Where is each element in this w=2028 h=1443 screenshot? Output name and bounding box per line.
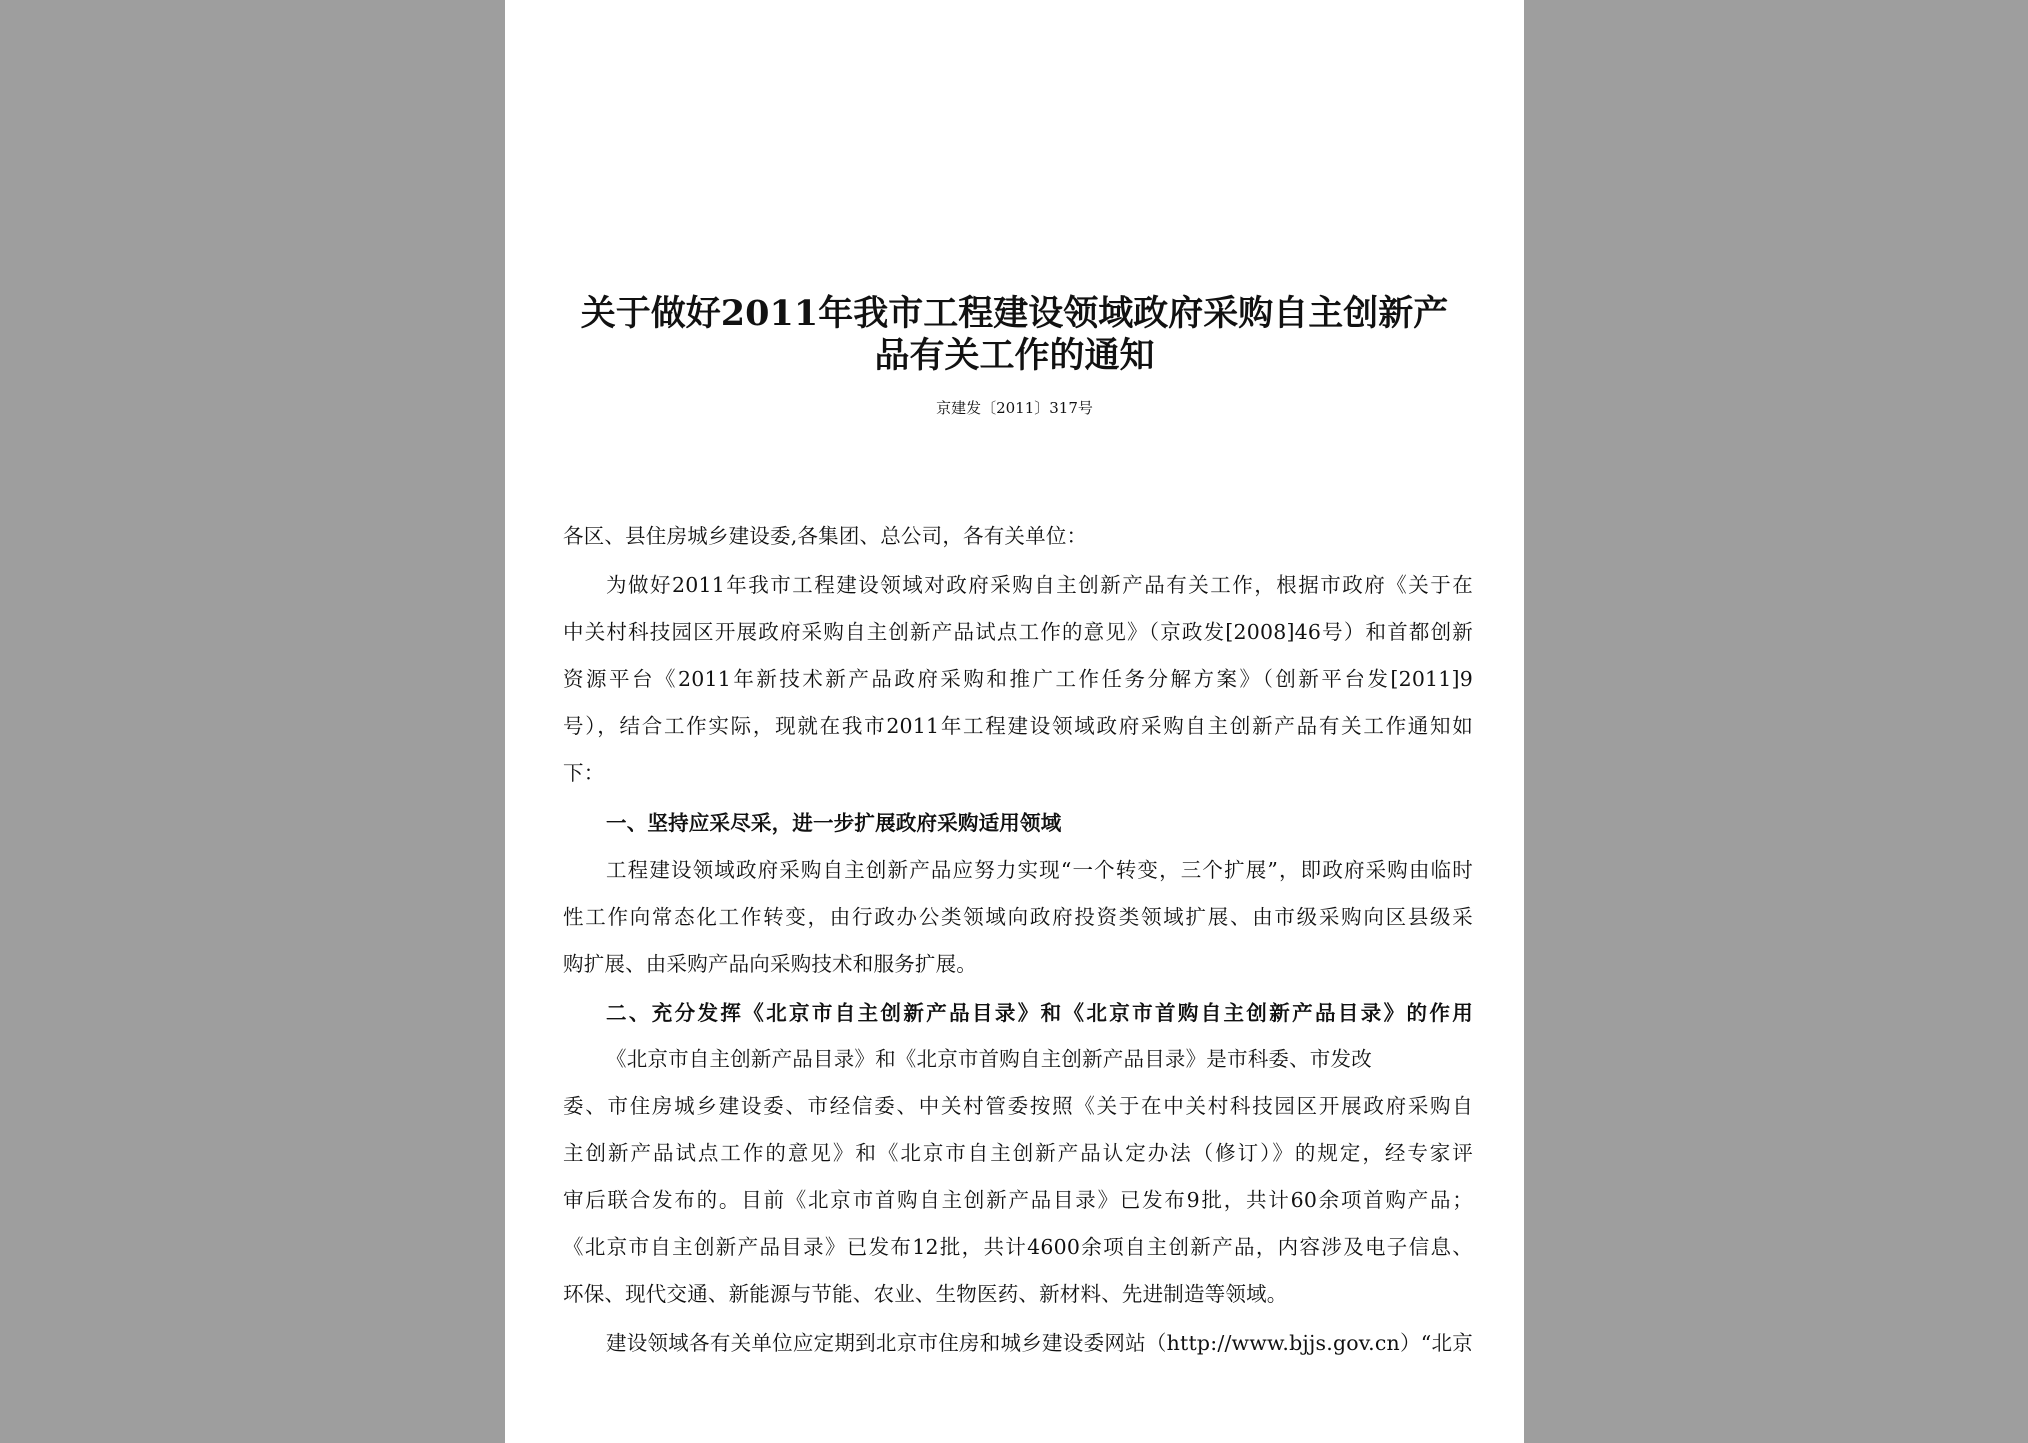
body-line: 性工作向常态化工作转变，由行政办公类领域向政府投资类领域扩展、由市级采购向区县级采 bbox=[563, 905, 1473, 929]
body-line: 下： bbox=[563, 761, 605, 785]
body-line: 号），结合工作实际，现就在我市2011年工程建设领域政府采购自主创新产品有关工作通知如 bbox=[563, 714, 1473, 738]
document-number: 京建发〔2011〕317号 bbox=[936, 399, 1093, 417]
section-heading-2: 二、充分发挥《北京市自主创新产品目录》和《北京市首购自主创新产品目录》的作用 bbox=[606, 1001, 1473, 1025]
body-line: 建设领域各有关单位应定期到北京市住房和城乡建设委网站（http://www.bjjs.gov.cn）“北京 bbox=[606, 1331, 1473, 1355]
body-line: 委、市住房城乡建设委、市经信委、中关村管委按照《关于在中关村科技园区开展政府采购自 bbox=[563, 1094, 1473, 1118]
body-line: 主创新产品试点工作的意见》和《北京市自主创新产品认定办法（修订）》的规定，经专家评 bbox=[563, 1141, 1473, 1165]
body-line: 购扩展、由采购产品向采购技术和服务扩展。 bbox=[563, 952, 977, 976]
body-line: 审后联合发布的。目前《北京市首购自主创新产品目录》已发布9批，共计60余项首购产品； bbox=[563, 1188, 1473, 1212]
body-line: 《北京市自主创新产品目录》和《北京市首购自主创新产品目录》是市科委、市发改 bbox=[606, 1047, 1372, 1071]
body-line: 中关村科技园区开展政府采购自主创新产品试点工作的意见》（京政发[2008]46号）和首都创新 bbox=[563, 620, 1473, 644]
body-line: 工程建设领域政府采购自主创新产品应努力实现“一个转变，三个扩展”，即政府采购由临时 bbox=[606, 858, 1473, 882]
salutation: 各区、县住房城乡建设委,各集团、总公司，各有关单位： bbox=[563, 524, 1088, 548]
document-title-line-2: 品有关工作的通知 bbox=[874, 335, 1155, 376]
body-line: 环保、现代交通、新能源与节能、农业、生物医药、新材料、先进制造等领域。 bbox=[563, 1282, 1288, 1306]
body-line: 资源平台《2011年新技术新产品政府采购和推广工作任务分解方案》（创新平台发[2011]9 bbox=[563, 667, 1473, 691]
section-heading-1: 一、坚持应采尽采，进一步扩展政府采购适用领域 bbox=[606, 811, 1062, 835]
document-title-line-1: 关于做好2011年我市工程建设领域政府采购自主创新产 bbox=[580, 293, 1449, 334]
document-page bbox=[505, 0, 1524, 1443]
body-line: 为做好2011年我市工程建设领域对政府采购自主创新产品有关工作，根据市政府《关于在 bbox=[606, 573, 1473, 597]
body-line: 《北京市自主创新产品目录》已发布12批，共计4600余项自主创新产品，内容涉及电子信息、 bbox=[563, 1235, 1473, 1259]
